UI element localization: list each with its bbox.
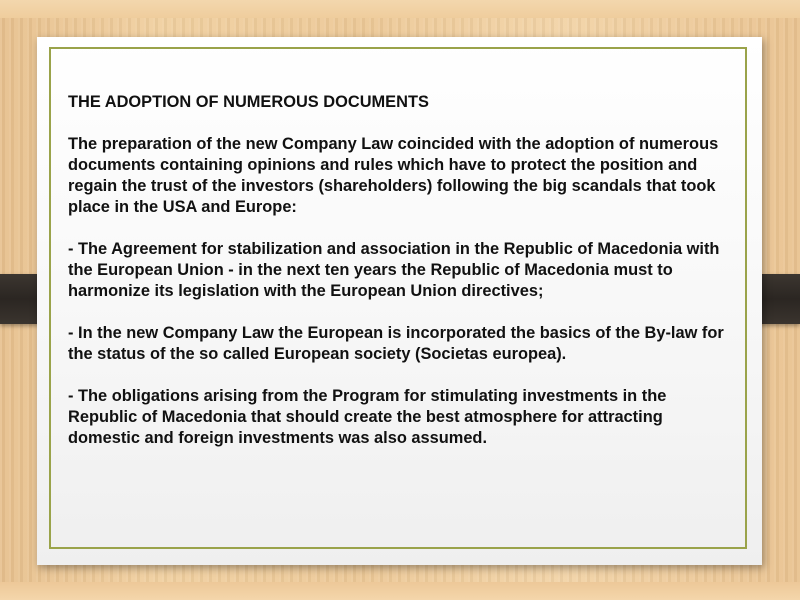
wood-background-bottom	[0, 582, 800, 600]
intro-paragraph: The preparation of the new Company Law coincided with the adoption of numerous documents containing opinions and rules which have to protect the position and regain the trust of the investors (shareholders) following the big scandals that took place in the USA and Europe:	[68, 135, 719, 216]
bullet-obligations: - The obligations arising from the Program for stimulating investments in the Republic of Macedonia that should create the best atmosphere for attracting domestic and foreign investments was also assumed.	[68, 387, 667, 447]
slide-content	[68, 92, 738, 470]
bullet-agreement: - The Agreement for stabilization and association in the Republic of Macedonia with the European Union - in the next ten years the Republic of Macedonia must to harmonize its legislation with the European Union directives;	[68, 240, 720, 300]
slide-paper	[37, 37, 762, 565]
bullet-company-law: - In the new Company Law the European is incorporated the basics of the By-law for the status of the so called European society (Societas europea).	[68, 324, 724, 363]
wood-background-top	[0, 0, 800, 18]
slide-heading: THE ADOPTION OF NUMEROUS DOCUMENTS	[68, 93, 429, 111]
